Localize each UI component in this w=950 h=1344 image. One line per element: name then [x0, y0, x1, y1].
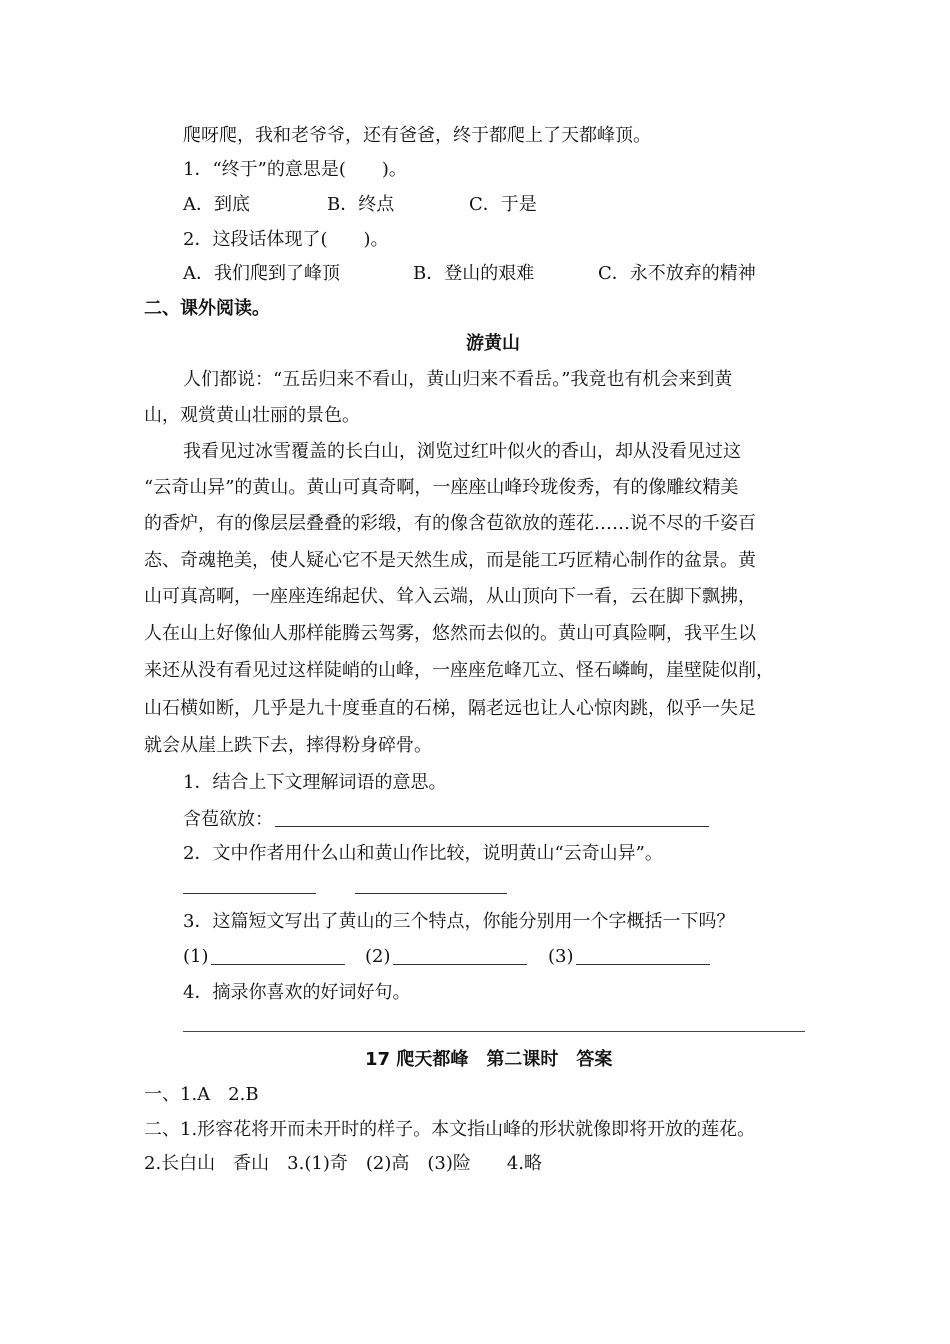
answer-line-2: 二、1.形容花将开而未开时的样子。本文指山峰的形状就像即将开放的莲花。	[144, 1119, 756, 1140]
answer-line-3: 2.长白山 香山 3.(1)奇 (2)高 (3)险 4.略	[144, 1153, 543, 1174]
question-1: 1．“终于”的意思是( )。	[183, 159, 407, 180]
q1-option-a: A．到底	[183, 194, 250, 215]
q2-option-c: C．永不放弃的精神	[598, 263, 756, 284]
word-label: 含苞欲放：	[183, 809, 273, 830]
answer-blank[interactable]	[393, 964, 527, 965]
reading-question-1: 1．结合上下文理解词语的意思。	[183, 772, 447, 793]
passage-line: 我看见过冰雪覆盖的长白山，浏览过红叶似火的香山，却从没看见过这	[183, 441, 741, 462]
reading-question-2: 2．文中作者用什么山和黄山作比较，说明黄山“云奇山异”。	[183, 843, 663, 864]
reading-question-3: 3．这篇短文写出了黄山的三个特点，你能分别用一个字概括一下吗？	[183, 911, 735, 932]
answer-blank[interactable]	[211, 964, 345, 965]
passage-line: 山石横如断，几乎是九十度垂直的石梯，隔老远也让人心惊肉跳，似乎一失足	[144, 698, 756, 719]
passage-line: 就会从崖上跌下去，摔得粉身碎骨。	[144, 735, 432, 756]
passage-line: 人们都说：“五岳归来不看山，黄山归来不看岳。”我竟也有机会来到黄	[183, 369, 733, 390]
q2-option-a: A．我们爬到了峰顶	[183, 263, 340, 284]
passage-title: 游黄山	[466, 333, 520, 354]
q3-label-3: (3)	[548, 946, 574, 967]
section-heading: 二、课外阅读。	[144, 298, 270, 319]
q1-options	[183, 193, 783, 217]
passage-line: 山可真高啊，一座座连绵起伏、耸入云端，从山顶向下一看，云在脚下飘拂，	[144, 586, 756, 607]
intro-line: 爬呀爬，我和老爷爷，还有爸爸，终于都爬上了天都峰顶。	[183, 125, 651, 146]
q1-option-c: C．于是	[469, 194, 537, 215]
passage-line: 的香炉，有的像层层叠叠的彩缎，有的像含苞欲放的莲花……说不尽的千姿百	[144, 513, 756, 534]
q2-option-b: B．登山的艰难	[413, 263, 535, 284]
answers-title: 17 爬天都峰 第二课时 答案	[365, 1049, 613, 1070]
answer-line[interactable]	[183, 1031, 805, 1032]
q1-option-b: B．终点	[327, 194, 395, 215]
passage-line: 态、奇魂艳美，使人疑心它不是天然生成，而是能工巧匠精心制作的盆景。黄	[144, 550, 756, 571]
answer-blank[interactable]	[576, 964, 710, 965]
answer-blank[interactable]	[355, 893, 507, 894]
answer-line-1: 一、1.A 2.B	[144, 1084, 259, 1105]
q3-label-1: (1)	[183, 946, 209, 967]
passage-line: “云奇山异”的黄山。黄山可真奇啊，一座座山峰玲珑俊秀，有的像雕纹精美	[144, 477, 739, 498]
q3-label-2: (2)	[365, 946, 391, 967]
answer-blank[interactable]	[275, 826, 709, 827]
answer-blank[interactable]	[183, 893, 316, 894]
question-2: 2．这段话体现了( )。	[183, 229, 389, 250]
q2-options	[183, 262, 803, 286]
passage-line: 来还从没有看见过这样陡峭的山峰，一座座危峰兀立、怪石嶙峋，崖壁陡似削，	[144, 660, 774, 681]
passage-line: 人在山上好像仙人那样能腾云驾雾，悠然而去似的。黄山可真险啊，我平生以	[144, 623, 756, 644]
reading-question-4: 4．摘录你喜欢的好词好句。	[183, 982, 411, 1003]
passage-line: 山，观赏黄山壮丽的景色。	[144, 405, 360, 426]
